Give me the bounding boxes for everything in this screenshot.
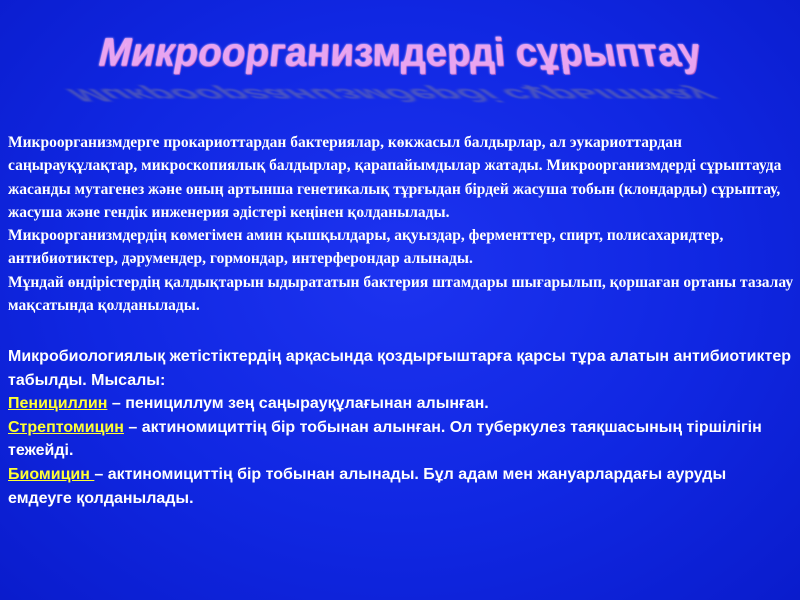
term-link-streptomycin[interactable]: Стрептомицин: [8, 418, 124, 436]
example-description: – актиномициттің бір тобынан алынған. Ол туберкулез таяқшасының тіршілігін тежейді.: [8, 418, 762, 460]
example-description: – пенициллум зең саңырауқұлағынан алынған.: [107, 395, 489, 413]
term-link-penicillin[interactable]: Пенициллин: [8, 395, 108, 413]
paragraph-waste-cleanup: Мұндай өндірістердің қалдықтарын ыдырататын бактерия штамдары шығарылып, қоршаған ортаны тазалау мақсатында қолданылады.: [8, 273, 794, 315]
title-area: [0, 28, 800, 108]
term-link-biomycin[interactable]: Биомицин: [8, 465, 95, 483]
slide-title: Микроорганизмдерді сұрыптау: [94, 29, 706, 75]
example-penicillin: [8, 392, 794, 416]
example-streptomycin: [8, 416, 794, 463]
antibiotics-text: [8, 345, 794, 510]
title-reflection: Микроорганизмдерді сұрыптау: [60, 84, 724, 105]
paragraph-classification: Микроорганизмдерге прокариоттардан бактериялар, көкжасыл балдырлар, ал эукариоттардан саңырауқұлақтар, микроскопиялық балдырлар, қарапайымдылар жатады. Микроорганизмдерді сұрыптауда жасанды мутагенез және оның артынша генетикалық тұрғыдан бірдей жасуша тобын (клондарды) сұрыптау, жасуша және гендік инженерия әдістері кеңінен қолданылады.: [8, 134, 782, 221]
paragraph-antibiotics: Микробиологиялық жетістіктердің арқасында қоздырғыштарға қарсы тұра алатын антибиотиктер табылды. Мысалы:: [8, 348, 791, 389]
example-description: – актиномициттің бір тобынан алынады. Бұл адам мен жануарлардағы ауруды емдеуге қолданылады.: [8, 465, 727, 507]
intro-text: [8, 131, 794, 317]
example-biomycin: [8, 463, 794, 510]
paragraph-products: Микроорганизмдердің көмегімен амин қышқылдары, ақуыздар, ферменттер, спирт, полисахаридтер, антибиотиктер, дәрумендер, гормондар, интерферондар алынады.: [8, 227, 724, 268]
